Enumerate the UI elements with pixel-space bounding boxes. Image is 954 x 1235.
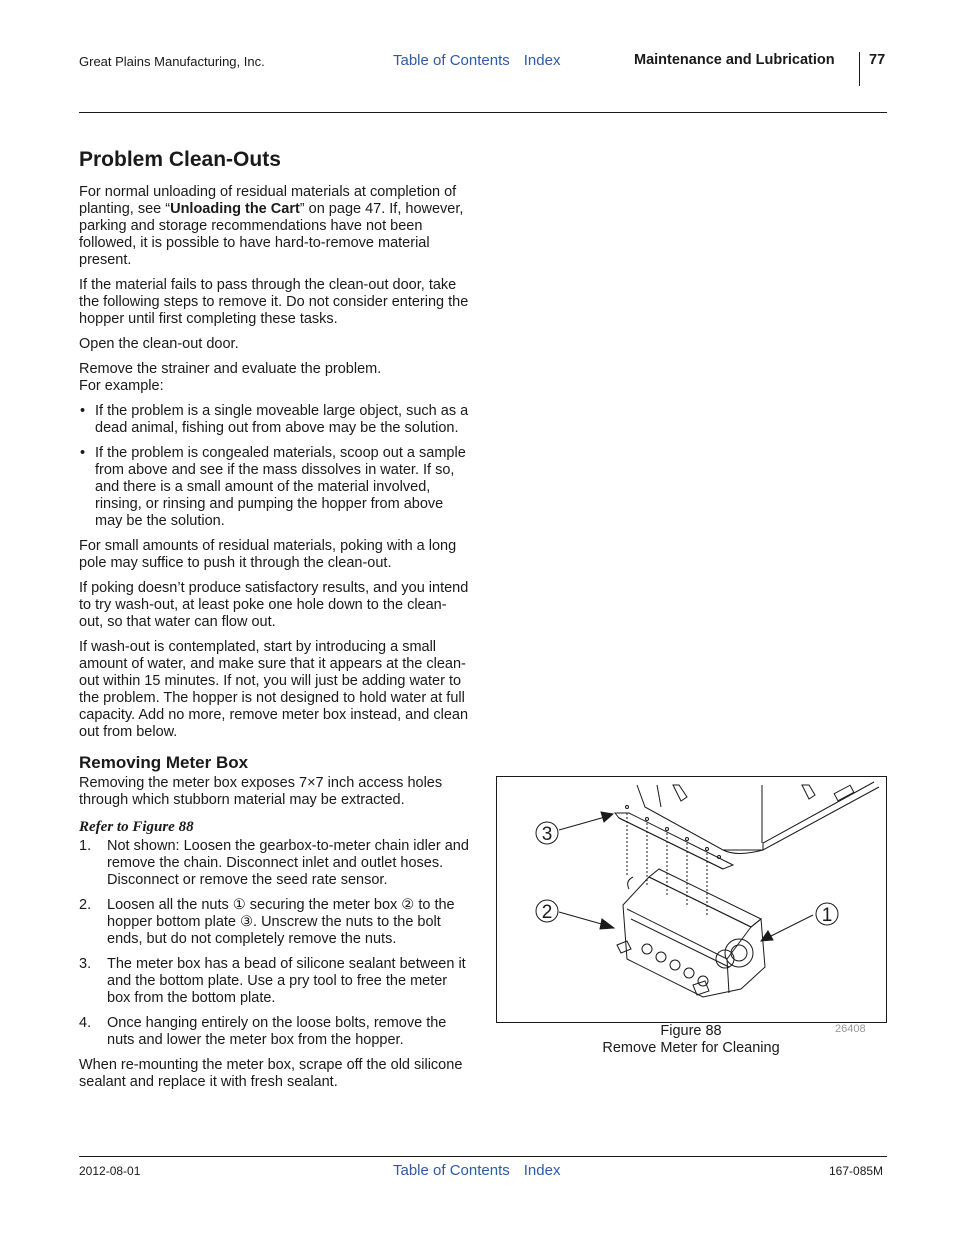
paragraph-strainer [79,361,469,395]
step-text: The meter box has a bead of silicone sealant between it and the bottom plate. Use a pry tool to free the meter box from the bottom plate. [107,956,466,1006]
header-divider [859,52,860,86]
paragraph-washout: If wash-out is contemplated, start by introducing a small amount of water, and make sure that it appears at the clean-out within 15 minutes. If not, you will just be adding water to the problem. The hopper is not designed to hold water at full capacity. Add no more, remove meter box instead, and clean out from below. [79,639,469,740]
footer-date: 2012-08-01 [79,1164,141,1178]
step-number: 4. [79,1015,92,1031]
footer-index-link[interactable]: Index [523,1162,561,1179]
step-number: 2. [79,897,92,913]
intro-text-a: For normal unloading of residual materials at completion of planting, see “ [79,184,457,217]
step-item [79,897,469,948]
paragraph-poking: For small amounts of residual materials, poking with a long pole may suffice to push it through the clean-out. [79,538,457,571]
step-item [79,838,469,889]
step-item [79,1015,469,1049]
step-text: Loosen all the nuts ① securing the meter box ② to the hopper bottom plate ③. Unscrew the nuts to the bolt ends, but do not completely remove the nuts. [107,897,455,947]
paragraph-meter-box: Removing the meter box exposes 7×7 inch access holes through which stubborn material may be extracted. [79,775,443,808]
paragraph-remount: When re-mounting the meter box, scrape off the old silicone sealant and replace it with fresh sealant. [79,1057,463,1090]
callout-label-2: 2 [541,902,553,923]
page-title: Problem Clean-Outs [79,148,281,171]
callout-label-3: 3 [541,824,553,845]
bullet-list [79,403,469,530]
company-name: Great Plains Manufacturing, Inc. [79,54,265,69]
footer-toc-link[interactable]: Table of Contents [393,1162,510,1179]
strainer-line: Remove the strainer and evaluate the problem. [79,361,382,377]
paragraph-intro [79,184,469,269]
step-text: Once hanging entirely on the loose bolts, remove the nuts and lower the meter box from the hopper. [107,1015,447,1048]
example-line: For example: [79,378,164,394]
callout-arrows [559,812,813,941]
paragraph-washout-hole: If poking doesn’t produce satisfactory results, and you intend to try wash-out, at least poke one hole down to the clean-out, so that water can flow out. [79,580,469,630]
figure-88 [496,776,887,1023]
intro-text-b: ” on page 47. If, however, parking and storage recommendations have not been followed, it is possible to have hard-to-remove material present. [79,201,464,268]
index-link[interactable]: Index [523,52,561,69]
figure-caption [560,1023,822,1057]
meter-box [617,869,765,997]
section-title: Maintenance and Lubrication [634,52,835,68]
figure-title: Remove Meter for Cleaning [602,1040,780,1056]
step-number: 3. [79,956,92,972]
footer-nav [393,1162,560,1179]
steps-list [79,838,469,1049]
figure-reference: Refer to Figure 88 [79,819,194,835]
figure-number: Figure 88 [660,1023,722,1039]
paragraph-fail: If the material fails to pass through the clean-out door, take the following steps to remove it. Do not consider entering the hopper until first completing these tasks. [79,277,469,327]
bottom-plate [615,806,733,870]
header-nav [393,52,560,69]
paragraph-open-door: Open the clean-out door. [79,336,239,352]
section-subtitle: Removing Meter Box [79,753,249,772]
figure-image-id: 26408 [835,1023,866,1035]
list-item: • If the problem is congealed materials, scoop out a sample from above and see if the mass dissolves in water. If so, and there is a small amount of the material involved, rinsing, or rinsing and pumping the hopper from above may be the solution. [79,445,469,530]
header-rule [79,112,887,113]
page-number: 77 [869,52,886,68]
toc-link[interactable]: Table of Contents [393,52,510,69]
meter-box-illustration [497,777,886,1022]
list-item: • If the problem is a single moveable large object, such as a dead animal, fishing out from above may be the solution. [79,403,469,437]
callout-label-1: 1 [821,905,833,926]
footer-doc-number: 167-085M [829,1164,884,1178]
step-text: Not shown: Loosen the gearbox-to-meter chain idler and remove the chain. Disconnect inlet and outlet hoses. Disconnect or remove the seed rate sensor. [107,838,469,888]
hopper-body [637,782,879,854]
footer-rule [79,1156,887,1157]
bolts [627,813,707,917]
step-item [79,956,469,1007]
main-column [79,146,469,1099]
unloading-cart-link[interactable]: Unloading the Cart [170,201,300,217]
step-number: 1. [79,838,92,854]
